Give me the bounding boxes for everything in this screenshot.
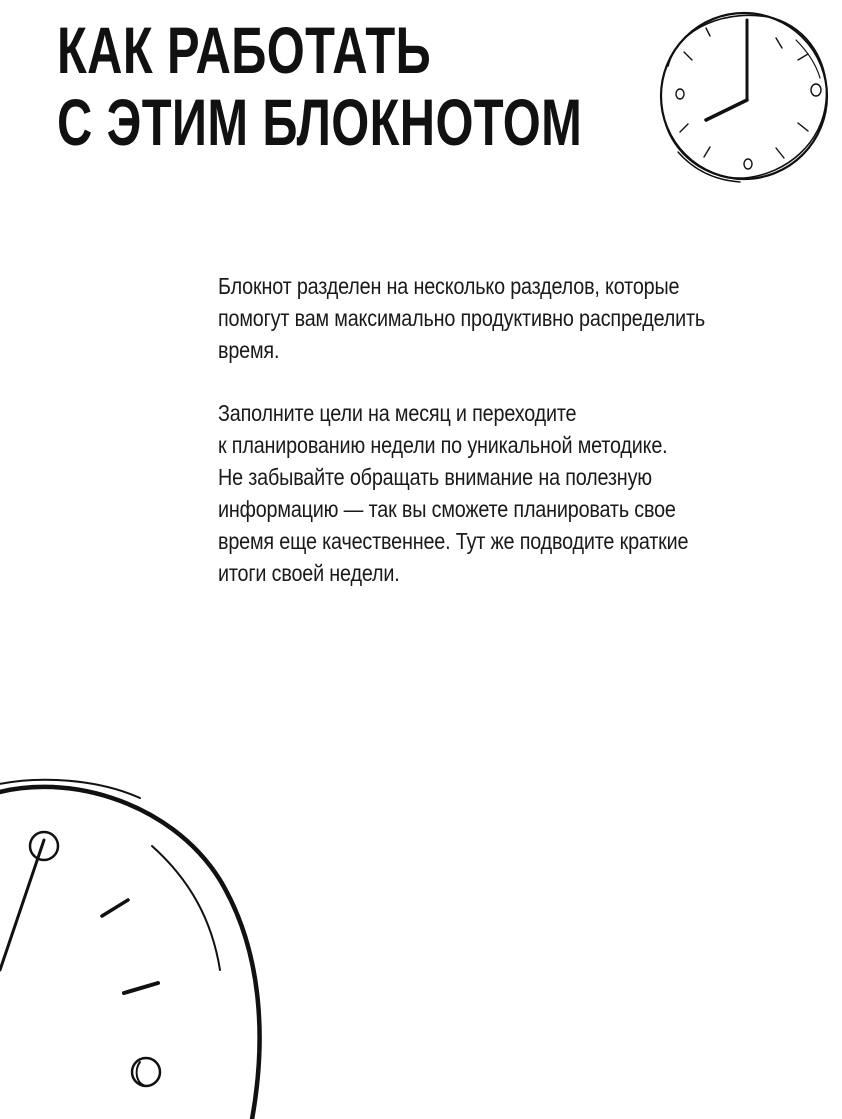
body-text: [218, 270, 743, 620]
paragraph-2: [218, 397, 743, 589]
paragraph-1-line: помогут вам максимально продуктивно распределить: [218, 305, 706, 331]
paragraph-1-line: время.: [218, 337, 280, 363]
title-line-2: С ЭТИМ БЛОКНОТОМ: [57, 85, 583, 159]
paragraph-2-line: Заполните цели на месяц и переходите: [218, 400, 577, 426]
clock-icon: [0, 770, 300, 1119]
paragraph-2-line: Не забывайте обращать внимание на полезную: [218, 464, 652, 490]
title-line-1: КАК РАБОТАТЬ: [57, 13, 432, 87]
clock-icon: [648, 2, 834, 188]
paragraph-2-line: информацию — так вы сможете планировать свое: [218, 496, 676, 522]
paragraph-2-line: время еще качественнее. Тут же подводите краткие: [218, 528, 689, 554]
paragraph-2-line: к планированию недели по уникальной методике.: [218, 432, 668, 458]
page-title: [57, 14, 582, 158]
paragraph-2-line: итоги своей недели.: [218, 560, 400, 586]
paragraph-1: [218, 270, 743, 366]
paragraph-1-line: Блокнот разделен на несколько разделов, которые: [218, 273, 680, 299]
